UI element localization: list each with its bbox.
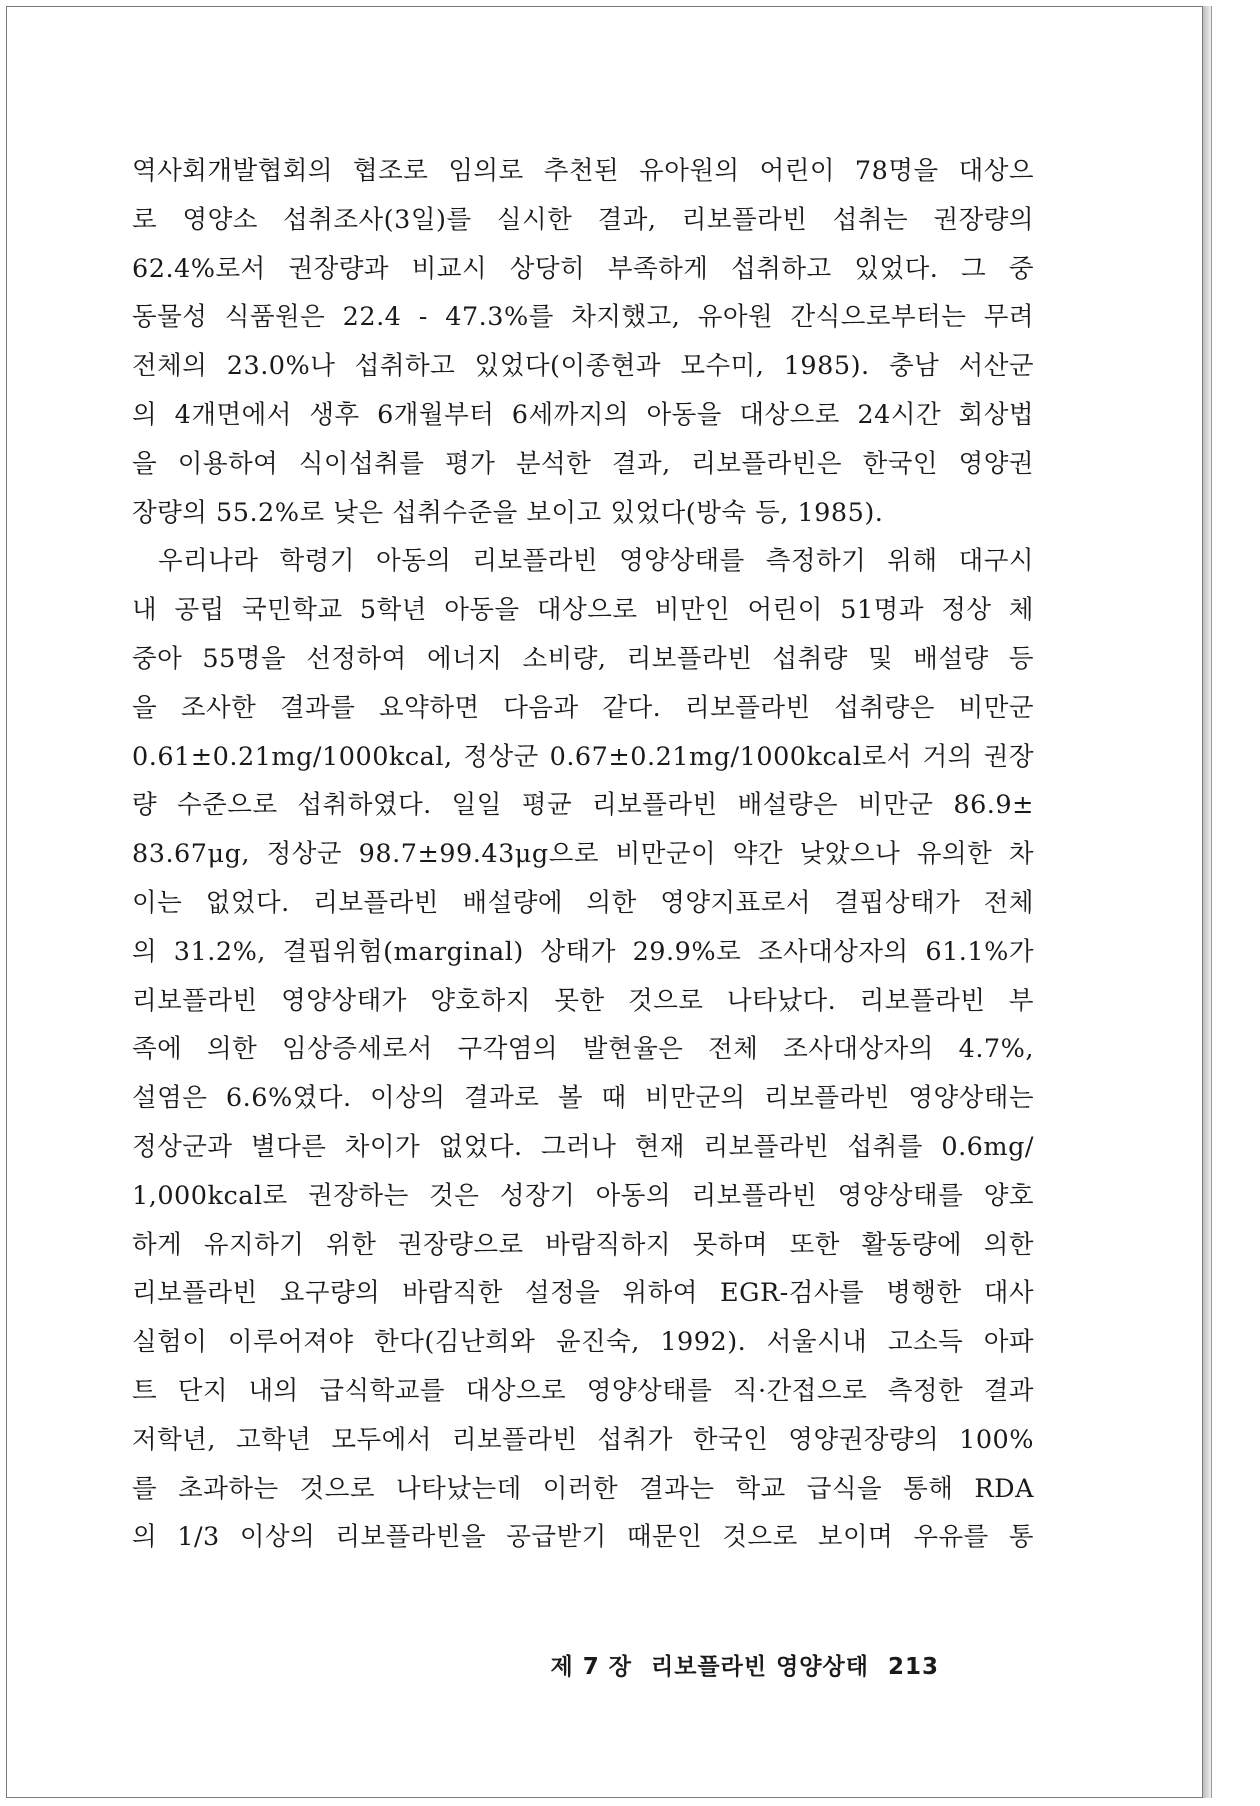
book-page <box>6 6 1203 1798</box>
text-line-27: 저학년, 고학년 모두에서 리보플라빈 섭취가 한국인 영양권장량의 100% <box>132 1424 1034 1455</box>
text-line-19: 족에 의한 임상증세로서 구각염의 발현율은 전체 조사대상자의 4.7%, <box>132 1034 1034 1065</box>
page-number: 213 <box>887 1654 939 1680</box>
text-line-18: 리보플라빈 영양상태가 양호하지 못한 것으로 나타났다. 리보플라빈 부 <box>132 985 1034 1016</box>
text-line-11: 중아 55명을 선정하여 에너지 소비량, 리보플라빈 섭취량 및 배설량 등 <box>132 643 1034 674</box>
text-line-23: 하게 유지하기 위한 권장량으로 바람직하지 못하며 또한 활동량에 의한 <box>132 1229 1034 1260</box>
text-line-12: 을 조사한 결과를 요약하면 다음과 같다. 리보플라빈 섭취량은 비만군 <box>132 692 1034 723</box>
page-edge-shadow <box>1203 6 1212 1798</box>
text-line-3: 62.4%로서 권장량과 비교시 상당히 부족하게 섭취하고 있었다. 그 중 <box>132 253 1034 284</box>
chapter-title: 리보플라빈 영양상태 <box>650 1654 869 1680</box>
text-line-24: 리보플라빈 요구량의 바람직한 설정을 위하여 EGR-검사를 병행한 대사 <box>132 1278 1034 1309</box>
text-line-21: 정상군과 별다른 차이가 없었다. 그러나 현재 리보플라빈 섭취를 0.6mg/ <box>132 1131 1034 1162</box>
text-line-8: 장량의 55.2%로 낮은 섭취수준을 보이고 있었다(방숙 등, 1985). <box>132 497 884 528</box>
running-footer <box>551 1648 940 1681</box>
text-line-28: 를 초과하는 것으로 나타났는데 이러한 결과는 학교 급식을 통해 RDA <box>132 1473 1034 1504</box>
text-line-4: 동물성 식품원은 22.4 - 47.3%를 차지했고, 유아원 간식으로부터는 무려 <box>132 302 1034 333</box>
body-text <box>132 147 1034 1562</box>
text-line-22: 1,000kcal로 권장하는 것은 성장기 아동의 리보플라빈 영양상태를 양호 <box>132 1180 1034 1211</box>
text-line-26: 트 단지 내의 급식학교를 대상으로 영양상태를 직·간접으로 측정한 결과 <box>132 1375 1034 1406</box>
text-line-2: 로 영양소 섭취조사(3일)를 실시한 결과, 리보플라빈 섭취는 권장량의 <box>132 204 1034 235</box>
text-line-6: 의 4개면에서 생후 6개월부터 6세까지의 아동을 대상으로 24시간 회상법 <box>132 399 1034 430</box>
text-line-20: 설염은 6.6%였다. 이상의 결과로 볼 때 비만군의 리보플라빈 영양상태는 <box>132 1083 1034 1114</box>
text-line-25: 실험이 이루어져야 한다(김난희와 윤진숙, 1992). 서울시내 고소득 아파 <box>132 1327 1034 1358</box>
text-line-13: 0.61±0.21mg/1000kcal, 정상군 0.67±0.21mg/1000kcal로서 거의 권장 <box>132 741 1034 772</box>
text-line-10: 내 공립 국민학교 5학년 아동을 대상으로 비만인 어린이 51명과 정상 체 <box>132 595 1034 626</box>
text-line-15: 83.67μg, 정상군 98.7±99.43μg으로 비만군이 약간 낮았으나 유의한 차 <box>132 839 1034 870</box>
text-line-9: 우리나라 학령기 아동의 리보플라빈 영양상태를 측정하기 위해 대구시 <box>158 546 1034 577</box>
text-line-29: 의 1/3 이상의 리보플라빈을 공급받기 때문인 것으로 보이며 우유를 통 <box>132 1522 1034 1553</box>
text-line-7: 을 이용하여 식이섭취를 평가 분석한 결과, 리보플라빈은 한국인 영양권 <box>132 448 1034 479</box>
text-line-14: 량 수준으로 섭취하였다. 일일 평균 리보플라빈 배설량은 비만군 86.9± <box>132 790 1034 821</box>
text-line-16: 이는 없었다. 리보플라빈 배설량에 의한 영양지표로서 결핍상태가 전체 <box>132 887 1034 918</box>
chapter-label: 제 7 장 <box>550 1654 632 1680</box>
text-line-5: 전체의 23.0%나 섭취하고 있었다(이종현과 모수미, 1985). 충남 서산군 <box>132 351 1034 382</box>
text-line-1: 역사회개발협회의 협조로 임의로 추천된 유아원의 어린이 78명을 대상으 <box>132 156 1034 186</box>
text-line-17: 의 31.2%, 결핍위험(marginal) 상태가 29.9%로 조사대상자의 61.1%가 <box>132 936 1034 967</box>
